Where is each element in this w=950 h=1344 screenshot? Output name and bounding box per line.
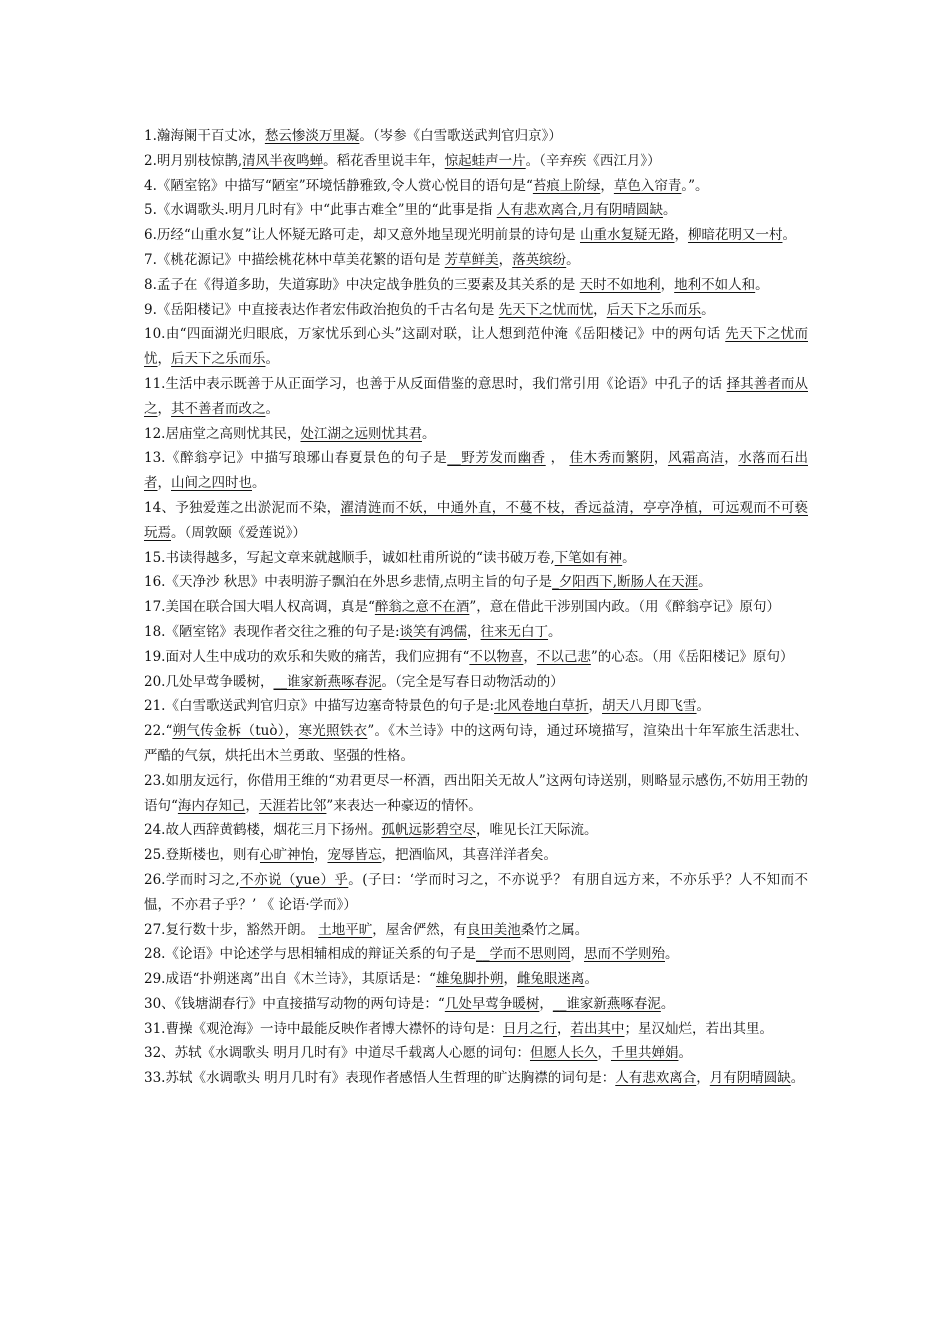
question-text: 5.《水调歌头.明月几时有》中“此事古难全”里的“此事是指 [144,202,497,219]
question-text: 。 [662,202,677,219]
answer-text: 不亦说（yue）乎 [239,871,349,888]
question-item [144,1041,808,1066]
question-text: 。 [548,623,562,640]
answer-text: 孤帆远影碧空尽 [381,822,476,839]
question-text: ， [313,847,328,864]
question-text: 。 [252,475,266,492]
question-item [144,174,808,199]
answer-text: 几处早莺争暖树 [444,995,540,1012]
answer-text: __野芳发而幽香 [447,450,546,467]
question-text: 。（周敦颐《爱莲说》） [171,524,306,541]
question-text: 12.居庙堂之高则忧其民， [144,425,301,442]
answer-text: 先天下之忧而忧 [144,326,808,368]
question-text: ， [570,946,584,963]
answer-text: 宠辱皆忘 [327,847,382,864]
question-item [144,769,808,819]
answer-text: 水落而石出者 [144,450,808,492]
answer-text: 山重水复疑无路 [579,227,675,244]
question-text: ， [539,995,553,1012]
question-item [144,868,808,918]
question-text: ， [467,623,481,640]
answer-text: 惊起蛙声一片 [444,152,526,169]
question-text: ”来表达一种豪迈的情怀。 [326,797,482,814]
question-text: 4.《陋室铭》中描写“陋室”环境恬静雅致,令人赏心悦目的语句是“ [144,177,533,194]
question-text: 11.生活中表示既善于从正面学习，也善于从反面借鉴的意思时，我们常引用《论语》中孔子的话 [144,375,727,392]
answer-text: 往来无白丁 [480,623,549,640]
question-text: 。（辛弃疾《西江月》） [525,152,661,169]
answer-text: 下笔如有神 [554,549,623,566]
answer-text: 良田美池 [466,921,521,938]
question-text: 。 [421,425,436,442]
question-text: 8.孟子在《得道多助，失道寡助》中决定战争胜负的三要素及其关系的是 [144,276,580,293]
answer-text: 草色入帘青 [613,177,682,194]
question-item [144,124,808,149]
question-text: 桑竹之属。 [520,921,589,938]
question-item [144,298,808,323]
answer-text: 地利不如人和 [674,276,756,293]
question-text: ， [653,450,668,467]
question-item [144,273,808,298]
answer-text: 择其善者而从之 [144,375,808,417]
question-text: 32、苏轼《水调歌头 明月几时有》中道尽千载离人心愿的词句： [144,1045,530,1062]
question-text: ， [593,301,607,318]
question-text: 16.《天净沙 秋思》中表明游子飘泊在外思乡悲情,点明主旨的句子是 [144,574,553,591]
question-text: 33.苏轼《水调歌头 明月几时有》表现作者感悟人生哲理的旷达胸襟的词句是： [144,1070,616,1087]
answer-text: 北风卷地白草折 [494,698,589,715]
answer-text: 苔痕上阶绿 [532,177,601,194]
question-text: ， [696,1070,710,1087]
question-text: 14、予独爱莲之出淤泥而不染， [144,499,341,516]
question-item [144,670,808,695]
question-text: 21.《白雪歌送武判官归京》中描写边塞奇特景色的句子是: [144,698,495,715]
question-text: ， [498,251,513,268]
question-text: ， [556,1020,571,1037]
answer-text: _夕阳西下,断肠人在天涯 [552,574,699,591]
question-text: 。”。 [681,177,709,194]
answer-text: 寒光照铁衣 [298,723,368,740]
answer-text: 月有阴晴圆缺 [709,1070,791,1087]
question-item [144,322,808,372]
question-item [144,918,808,943]
answer-text: __学而不思则罔 [475,946,571,963]
question-text: 19.面对人生中成功的欢乐和失败的痛苦，我们应拥有“ [144,648,470,665]
answer-text: 清风半夜鸣蝉 [242,152,324,169]
question-item [144,198,808,223]
question-text: 1.瀚海阑干百丈冰， [144,128,265,144]
question-text: 7.《桃花源记》中描绘桃花林中草美花繁的语句是 [144,251,445,268]
answer-text: 落英缤纷 [512,251,567,268]
answer-text: 风霜高洁 [667,450,725,467]
question-text: ， [600,177,614,194]
question-text: ， [245,797,259,814]
question-text: 9.《岳阳楼记》中直接表达作者宏伟政治抱负的千古名句是 [144,301,499,318]
question-text: 15.书读得越多，写起文章来就越顺手，诚如杜甫所说的“读书破万卷, [144,549,555,566]
question-text: ；星汉灿烂，若出其里。 [624,1020,773,1037]
answer-text: 谈笑有鸿儒 [399,623,468,640]
answer-text: 后天下之乐而乐 [606,301,702,318]
question-item [144,223,808,248]
answer-text: 佳木秀而繁阴 [569,450,654,467]
question-item [144,546,808,571]
answer-text: __谁家新燕啄春泥 [273,673,382,690]
answer-text: 山间之四时也 [171,475,252,492]
answer-text: 不以物喜 [469,648,524,665]
question-text: 。 [678,1045,692,1062]
question-item [144,595,808,620]
question-text: 。 [696,698,711,715]
question-text: 27.复行数十步，豁然开朗。 [144,921,319,938]
question-item [144,422,808,447]
question-text: 23.如朋友远行，你借用王维的“劝君更尽一杯酒，西出阳关无故人”这两句诗送别，则略显示感伤,不妨用王勃的语句“ [144,772,808,814]
question-text: 22.“ [144,723,173,740]
answer-text: 但愿人长久 [529,1045,598,1062]
question-text: 2.明月别枝惊鹊, [144,152,243,169]
question-item [144,967,808,992]
question-text: 29.成语“扑朔迷离”出自《木兰诗》，其原话是：“ [144,971,436,988]
question-text: ， [503,971,517,988]
question-text: ， [157,400,171,417]
answer-text: 海内存知己 [177,797,246,814]
question-text: 。 [265,351,279,368]
question-text: 。 [265,400,279,417]
question-text: ， [674,227,688,244]
question-text: ”的心态。（用《岳阳楼记》原句） [590,648,794,665]
answer-text: 濯清涟而不妖，中通外直，不蔓不枝，香远益清，亭亭净植，可远观而不可亵玩焉 [144,499,809,541]
question-text: ， [588,698,603,715]
question-item [144,149,808,174]
answer-text: 人有悲欢离合,月有阴晴圆缺 [496,202,663,219]
question-text: 13.《醉翁亭记》中描写琅琊山春夏景色的句子是 [144,450,448,467]
question-text: 。 [584,971,598,988]
question-text: ， [157,351,171,368]
question-text: ，把酒临风，其喜洋洋者矣。 [381,847,557,864]
question-text: 。（完全是写春日动物活动的） [381,673,564,690]
question-item [144,372,808,422]
question-item [144,570,808,595]
question-text: 6.历经“山重水复”让人怀疑无路可走，却又意外地呈现光明前景的诗句是 [144,227,580,244]
question-text: 24.故人西辞黄鹤楼，烟花三月下扬州。 [144,822,382,839]
question-item [144,620,808,645]
question-item [144,1066,808,1091]
question-text: ”，意在借此干涉别国内政。（用《醉翁亭记》原句） [469,599,781,616]
question-text: ， [660,276,675,293]
question-item [144,1017,808,1042]
answer-text: __谁家新燕啄春泥 [552,995,661,1012]
question-item [144,446,808,496]
question-text: 20.几处早莺争暖树， [144,673,274,690]
question-text: 。 [622,549,636,566]
question-item [144,694,808,719]
answer-text: 处江湖之远则忧其君 [300,425,422,442]
answer-text: 千里共婵娟 [610,1045,679,1062]
question-text: 17.美国在联合国大唱人权高调，真是“ [144,599,375,616]
question-text: ， [157,475,171,492]
question-item [144,248,808,273]
question-text: 。(子曰：‘学而时习之，不亦说乎？ 有朋自远方来，不亦乐乎？人不知而不愠，不亦君子乎？’ 《 论语·学而》） [144,871,809,913]
answer-text: 胡天八月即飞雪 [602,698,697,715]
question-text: 。 [782,227,796,244]
question-text: 28.《论语》中论述学与思相辅相成的辩证关系的句子是 [144,946,476,963]
question-text: 30、《钱塘湖春行》中直接描写动物的两句诗是：“ [144,995,445,1012]
question-text: 18.《陋室铭》表现作者交往之雅的句子是: [144,623,400,640]
question-item [144,992,808,1017]
answer-text: 心旷神怡 [259,847,314,864]
question-text: ， [523,648,537,665]
question-text: ， [597,1045,611,1062]
question-text: 。（岑参《白雪歌送武判官归京》） [359,128,562,144]
question-text: 26.学而时习之, [144,871,240,888]
answer-text: 愁云惨淡万里凝 [264,128,360,144]
document-page [144,124,808,1091]
question-text: 10.由“四面湖光归眼底，万家忧乐到心头”这副对联，让人想到范仲淹《岳阳楼记》中的两句话 [144,326,726,343]
question-text: ”。《木兰诗》中的这两句诗，通过环境描写，渲染出十年军旅生活悲壮、严酷的气氛，烘托出木兰勇敢、坚强的性格。 [144,723,808,764]
question-item [144,645,808,670]
question-text: 25.登斯楼也，则有 [144,847,260,864]
question-item [144,843,808,868]
question-item [144,942,808,967]
question-text: 。稻花香里说丰年， [323,152,445,169]
answer-text: 朔气传金柝（tuò） [172,723,285,740]
answer-text: 后天下之乐而乐 [171,351,266,368]
answer-text: 柳暗花明又一村 [687,227,783,244]
answer-text: 土地平旷 [318,921,373,938]
answer-text: 思而不学则殆 [583,946,665,963]
question-text: 。 [698,574,712,591]
question-text: 。 [701,301,715,318]
question-item [144,719,808,769]
question-text: 。 [566,251,580,268]
question-item [144,818,808,843]
question-text: 31.曹操《观沧海》一诗中最能反映作者博大襟怀的诗句是： [144,1020,503,1037]
answer-text: 其不善者而改之 [171,400,266,417]
answer-text: 芳草鲜美 [444,251,499,268]
question-text: 。 [755,276,769,293]
question-text: 。 [660,995,675,1012]
question-text: ，唯见长江天际流。 [475,822,598,839]
question-text: ， [545,450,570,467]
question-text: ， [284,723,299,740]
question-item [144,496,808,546]
answer-text: 雌兔眼迷离 [516,971,585,988]
question-text: ， [724,450,739,467]
answer-text: 若出其中 [570,1020,625,1037]
question-text: 。 [664,946,679,963]
answer-text: 醉翁之意不在酒 [374,599,470,616]
question-text: 。 [790,1070,805,1087]
answer-text: 人有悲欢离合 [615,1070,697,1087]
answer-text: 先天下之忧而忧 [498,301,594,318]
answer-text: 日月之行 [502,1020,557,1037]
answer-text: 雄兔脚扑朔 [435,971,504,988]
answer-text: 不以己悲 [536,648,591,665]
question-text: ，屋舍俨然，有 [372,921,467,938]
answer-text: 天涯若比邻 [258,797,327,814]
answer-text: 天时不如地利 [579,276,661,293]
